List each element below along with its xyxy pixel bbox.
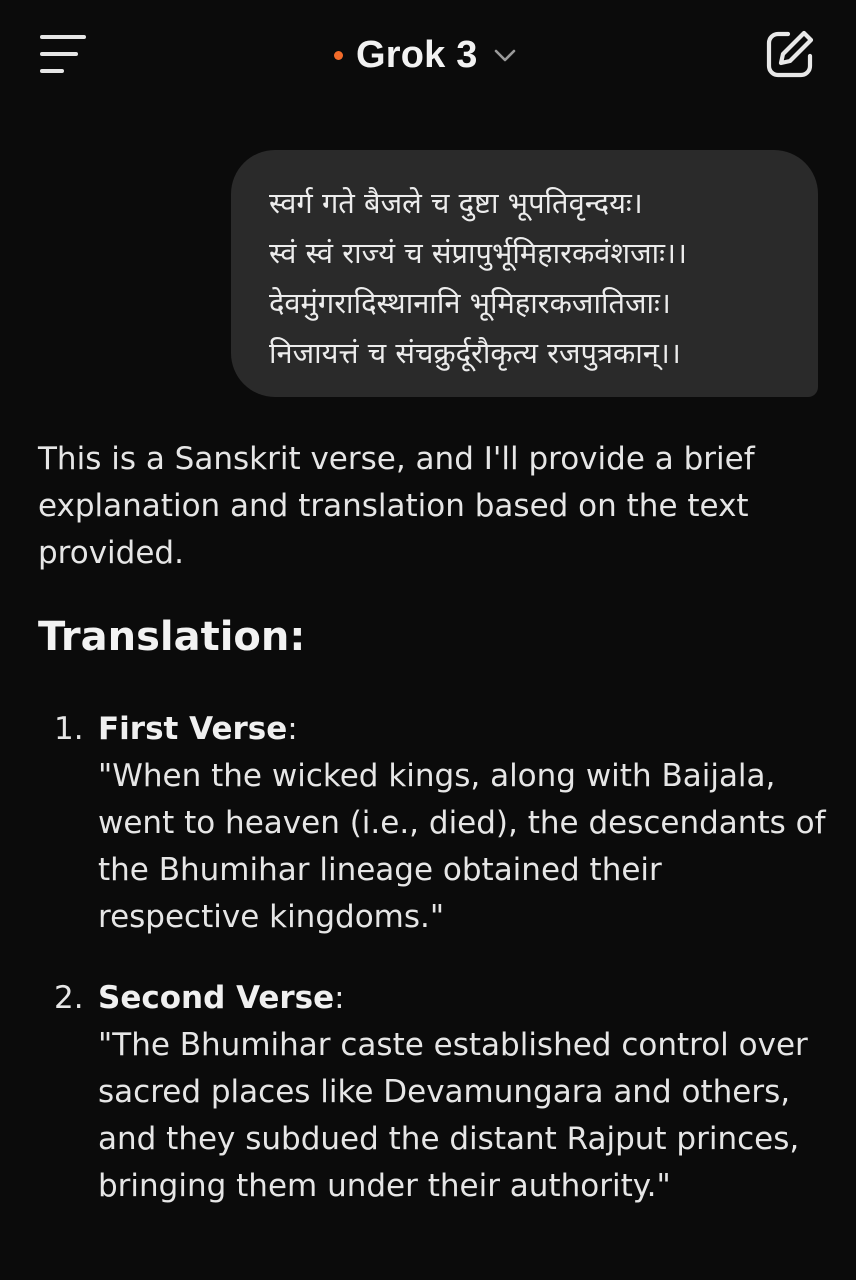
item-title: Second Verse xyxy=(98,980,335,1016)
verse-line: स्वं स्वं राज्यं च संप्रापुर्भूमिहारकवंशजाः।। xyxy=(269,236,687,270)
menu-icon-bar-top xyxy=(40,35,86,39)
item-title: First Verse xyxy=(98,711,288,747)
assistant-response xyxy=(38,436,828,1204)
verse-line: देवमुंगरादिस्थानानि भूमिहारकजातिजाः। xyxy=(269,286,671,320)
menu-icon-bar-middle xyxy=(40,52,78,56)
item-title-line xyxy=(98,706,828,753)
model-status-dot xyxy=(334,51,343,60)
user-message-bubble xyxy=(231,150,818,397)
menu-icon[interactable] xyxy=(40,33,86,75)
list-number: 1. xyxy=(54,711,84,747)
item-title-suffix: : xyxy=(287,711,298,747)
verse-line: निजायत्तं च संचक्रुर्दूरौकृत्य रजपुत्रकान्।। xyxy=(269,336,681,370)
translation-heading: Translation: xyxy=(38,614,306,660)
edit-icon[interactable] xyxy=(764,28,816,80)
item-title-line xyxy=(98,975,828,1022)
verse-line: स्वर्ग गते बैजले च दुष्टा भूपतिवृन्दयः। xyxy=(269,186,643,220)
top-bar xyxy=(0,0,856,110)
translation-list xyxy=(38,706,828,1244)
list-item xyxy=(38,706,828,941)
item-title-suffix: : xyxy=(334,980,345,1016)
menu-icon-bar-bottom xyxy=(40,69,64,73)
model-selector[interactable] xyxy=(334,30,518,80)
model-name: Grok 3 xyxy=(356,33,478,76)
list-item xyxy=(38,975,828,1210)
item-body: "When the wicked kings, along with Baijala, went to heaven (i.e., died), the descendants of the Bhumihar lineage obtained their respective kingdoms." xyxy=(98,758,826,935)
response-intro: This is a Sanskrit verse, and I'll provide a brief explanation and translation based on the text provided. xyxy=(38,441,755,571)
list-number: 2. xyxy=(54,980,84,1016)
chevron-down-icon xyxy=(492,42,518,68)
item-body: "The Bhumihar caste established control over sacred places like Devamungara and others, and they subdued the distant Rajput princes, bringing them under their authority." xyxy=(98,1027,808,1204)
